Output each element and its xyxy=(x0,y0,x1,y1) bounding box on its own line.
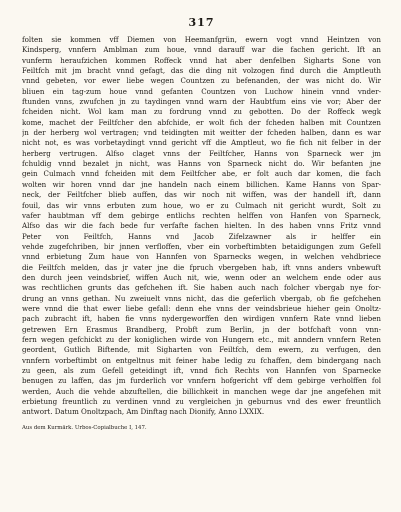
text-line: kome, machet der Feiltfcher den abfchide, er wolt fich der fcheden halben mit Countzen xyxy=(22,117,381,127)
text-line: were vnnd die that ewer liebe gefall: denn ehe vnns der veindsbrieue hieher gein Onoltz- xyxy=(22,303,381,313)
text-line: vehde zugefchriben, bir jnnen verfloffen, vber ein vorbeftimbten betaidigungen zum Gefell xyxy=(22,241,381,251)
text-line: was rechtlichen grunts das gefchehen ift. Sie haben auch nach folcher vbergab nye for- xyxy=(22,283,381,293)
text-line: erbietung freuntlich zu verdinen vnnd zu vergleichen jn geburnus vnd des ewer freuntlich xyxy=(22,397,381,407)
footnote xyxy=(22,424,381,432)
text-line: fern wegen gefchickt zu der koniglichen wirde von Hungern etc., mit anndern vnnfern Reten xyxy=(22,334,381,344)
text-line: folten sie kommen vff Diemen von Heemanfgrün, ewern vogt vnnd Heintzen von xyxy=(22,35,381,44)
text-line: wolten wir horen vnnd dar jne handeln nach einem billichen. Kame Hanns von Spar- xyxy=(22,179,381,189)
text-line: vnnfern vorbeftimbt on entgeltnus mit feiner habe ledig zu fchaffen, dem bindergang nach xyxy=(22,355,381,365)
text-line: antwort. Datum Onoltzpach, Am Dinftag nach Dionify, Anno LXXIX. xyxy=(22,407,265,417)
text-line: fchuldig vnnd bezalet jn nicht, was Hanns von Sparneck nicht do. Wir befanten jne xyxy=(22,159,381,169)
text-line: vnnd gebeten, vor ewer liebe wegen Countzen zu befenanden, der was nicht do. Wir xyxy=(22,76,381,86)
text-line: drung an vnns gethan. Nu zweiuelt vnns nicht, das die geferlich vbergab, ob fie gefchehen xyxy=(22,293,381,303)
text-line: fcheiden nicht. Wol kam man zu fordrung vnnd zu gebotten. Do der Roffeck wegk xyxy=(22,107,381,117)
text-line: Alfso das wir die fach bede fur verfafte fachen hielten. In des haben vnns Fritz vnnd xyxy=(22,221,381,231)
text-line: geordent, Gutlich Biftende, mit Sigharten von Feiltfch, dem ewern, zu verfugen, den xyxy=(22,345,381,355)
text-line: vunferm heraufzichen kommen Roffeck vnnd hat aber denfelben Sigharts Sone von xyxy=(22,55,381,65)
text-line: Kindsperg, vnnfern Amblman zum houe, vnnd darauff war die fachen gericht. Ift an xyxy=(22,45,381,55)
footnote-text: Aus dem Kurmärk. Urbos-Copialbuche I, 147. xyxy=(22,424,147,431)
text-line: zu geen, als zum Gefell geteidingt ift, vnnd fich Rechts von Hannfen von Sparnecke xyxy=(22,366,381,375)
text-line: Peter von Feiltfch, Hanns vnd Jacob Zifelzawner als ir helffer ein xyxy=(22,231,381,241)
text-line: die Feiltfch melden, das jr vater jne die fpruch vbergeben hab, ift vnns anders vnbewuft xyxy=(22,262,381,272)
text-line: fouil, das wir vnns erbuten zum houe, wo er zu Culmach nit gericht wurdt, Solt zu xyxy=(22,200,381,210)
text-line: bliuen ein tag-zum houe vnnd gefanten Countzen von Luchow hinein vnnd vnder- xyxy=(22,86,381,96)
text-line: pach zubracht ift, haben fie vnns nydergeworffen den wirdigen vnnfern Rate vnnd lieben xyxy=(22,314,381,324)
text-line: nicht not, es was vorbetaydingt vnnd gericht vff die Amptleut, wo fie fich nit felber in der xyxy=(22,138,381,148)
text-line: vnnd erbietung Zum haue von Hannfen von Sparnecks wegen, in welchen vehdbriece xyxy=(22,252,381,262)
page-number: 317 xyxy=(188,16,215,29)
text-line: getrewen Ern Erasmus Brandberg, Probft zum Berlin, jn der botfchaft vonn vnn- xyxy=(22,324,381,334)
text-line: neck, der Feiltfcher blieb auffen, das wir noch nit wiffen, was der handell ift, dann xyxy=(22,190,381,200)
text-line: werden, Auch die vehde abzuftellen, die billichkeit in manchen wege dar jne angefehen mit xyxy=(22,386,381,396)
text-line: herberg vertrugen. Alfso claget vnns der Feiltfcher, Hanns von Sparneck wer jm xyxy=(22,148,381,158)
text-line: gein Culmach vnnd fcheiden mit dem Feiltfcher abe, er folt auch dar komen, die fach xyxy=(22,169,381,179)
text-line: den durch jeen veindsbrief, wiffen Auch nit, wie, wenn oder an welchem ende oder aus xyxy=(22,272,381,282)
text-line: benugen zu laffen, das jm furderlich vor vnnfern hofgericht vff dem gebirge verholffen fol xyxy=(22,376,381,386)
text-line: Feiltfch mit jm bracht vnnd gefagt, das die ding nit volzogen find durch die Amptleuth xyxy=(22,66,381,76)
body-text xyxy=(22,35,381,418)
text-line: vafer haubtman vff dem gebirge entlichs rechten helffen von Hanfen von Sparneck, xyxy=(22,210,381,220)
text-line: ftunden vnns, zwufchen jn zu taydingen vnnd warn der Haubtfum eins vie vor; Aber der xyxy=(22,97,381,107)
text-line: jn der herberg wol vertragen; vnd teidingten mit weitter der fcheden halben, dann es war xyxy=(22,128,381,138)
